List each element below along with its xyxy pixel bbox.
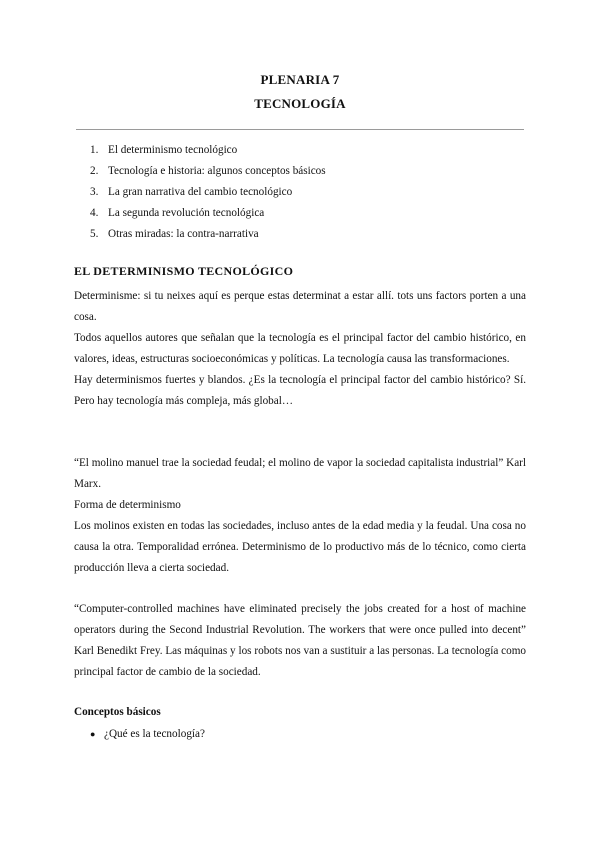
toc-item-number: 1. bbox=[90, 144, 99, 156]
toc-item-number: 2. bbox=[90, 165, 99, 177]
toc-item bbox=[90, 225, 326, 246]
bullet-text: ¿Qué es la tecnología? bbox=[104, 728, 205, 740]
toc-item bbox=[90, 162, 326, 183]
toc-item-number: 4. bbox=[90, 207, 99, 219]
paragraph-block-determinism bbox=[74, 286, 526, 412]
toc-item-label: La gran narrativa del cambio tecnológico bbox=[108, 186, 293, 198]
toc-item bbox=[90, 183, 326, 204]
bullet-dot-icon: ● bbox=[90, 729, 96, 739]
document-title: PLENARIA 7 bbox=[260, 72, 340, 87]
toc-item-label: Otras miradas: la contra-narrativa bbox=[108, 228, 259, 240]
section-heading: EL DETERMINISMO TECNOLÓGICO bbox=[74, 264, 294, 278]
toc-item bbox=[90, 204, 326, 225]
paragraph: “Computer-controlled machines have eliminated precisely the jobs created for a host of machine operators during the Second Industrial Revolution. The workers that were once pulled into decent” Karl Benedikt Frey. Las máquinas y los robots nos van a sustituir a las personas. La tecnología como principal factor de cambio de la sociedad. bbox=[74, 603, 526, 678]
toc-item-label: El determinismo tecnológico bbox=[108, 144, 238, 156]
bullet-item bbox=[90, 724, 205, 745]
toc-item-number: 3. bbox=[90, 186, 99, 198]
paragraph: Hay determinismos fuertes y blandos. ¿Es la tecnología el principal factor del cambio histórico? Sí. Pero hay tecnología más compleja, más global… bbox=[74, 374, 526, 407]
paragraph-block-marx bbox=[74, 453, 526, 579]
document-subtitle: TECNOLOGÍA bbox=[254, 96, 346, 111]
paragraph: Determinisme: si tu neixes aquí es perque estas determinat a estar allí. tots uns factors porten a una cosa. bbox=[74, 290, 526, 323]
paragraph: Los molinos existen en todas las sociedades, incluso antes de la edad media y la feudal. Una cosa no causa la otra. Temporalidad errónea. Determinismo de lo productivo más de lo técnico, como cierta producción lleva a cierta sociedad. bbox=[74, 520, 526, 574]
paragraph: “El molino manuel trae la sociedad feudal; el molino de vapor la sociedad capitalista industrial” Karl Marx. bbox=[74, 457, 527, 490]
table-of-contents bbox=[90, 141, 326, 246]
toc-item-number: 5. bbox=[90, 228, 99, 240]
toc-item-label: Tecnología e historia: algunos conceptos básicos bbox=[108, 165, 326, 177]
paragraph: Todos aquellos autores que señalan que la tecnología es el principal factor del cambio histórico, en valores, ideas, estructuras socioeconómicas y políticas. La tecnología causa las transformaciones. bbox=[74, 332, 526, 365]
horizontal-divider bbox=[76, 129, 524, 130]
toc-item bbox=[90, 141, 326, 162]
subsection-heading: Conceptos básicos bbox=[74, 706, 161, 718]
toc-item-label: La segunda revolución tecnológica bbox=[108, 207, 265, 219]
paragraph-block-frey bbox=[74, 599, 526, 683]
paragraph: Forma de determinismo bbox=[74, 499, 181, 511]
